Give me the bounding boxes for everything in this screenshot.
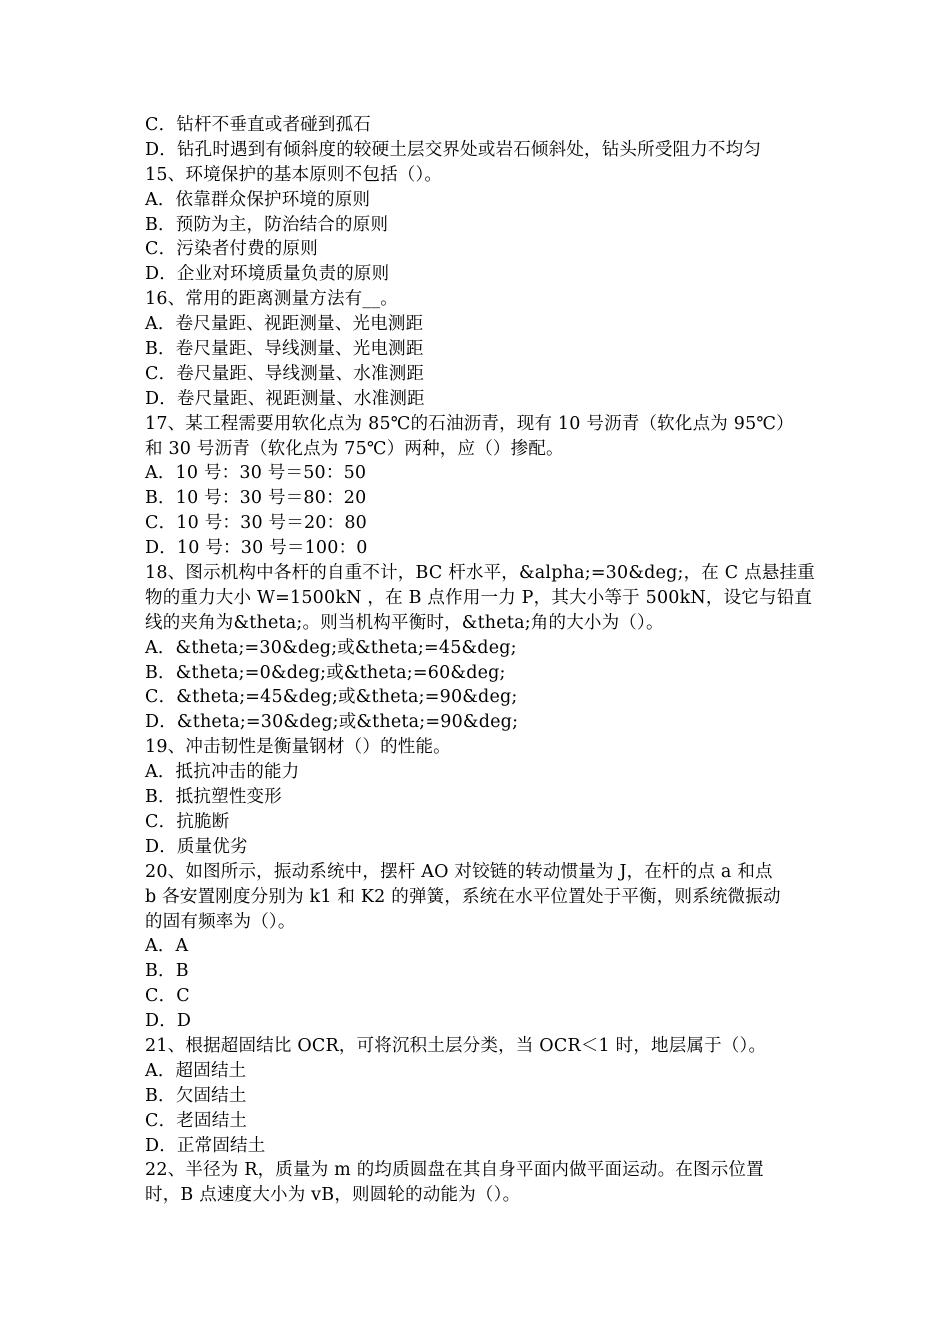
text-line: A．卷尺量距、视距测量、光电测距 (145, 314, 424, 335)
text-line: C．钻杆不垂直或者碰到孤石 (145, 115, 371, 135)
text-line: B．10 号：30 号＝80：20 (145, 488, 367, 509)
text-line: C．10 号：30 号＝20：80 (145, 513, 367, 534)
text-line: C．抗脆断 (145, 811, 230, 832)
text-line: b 各安置刚度分别为 k1 和 K2 的弹簧，系统在水平位置处于平衡，则系统微振动 (145, 886, 781, 907)
document-body (145, 113, 815, 1208)
text-line: C．&theta;=45&deg;或&theta;=90&deg; (145, 687, 518, 708)
text-line: C．老固结土 (145, 1110, 248, 1131)
text-line: B．B (145, 961, 189, 982)
text-line: 18、图示机构中各杆的自重不计，BC 杆水平，&alpha;=30&deg;，在 C 点悬挂重 (145, 563, 815, 584)
text-line: 20、如图所示，振动系统中，摆杆 AO 对铰链的转动惯量为 J，在杆的点 a 和点 (145, 861, 773, 882)
text-line: B．预防为主，防治结合的原则 (145, 214, 389, 235)
text-line: 线的夹角为&theta;。则当机构平衡时，&theta;角的大小为（）。 (145, 612, 664, 633)
text-line: 物的重力大小 W=1500kN ，在 B 点作用一力 P，其大小等于 500kN，设它与铅直 (145, 587, 813, 608)
text-line: 和 30 号沥青（软化点为 75℃）两种，应（）掺配。 (145, 438, 564, 459)
text-line: B．&theta;=0&deg;或&theta;=60&deg; (145, 662, 506, 683)
text-line: A．抵抗冲击的能力 (145, 762, 300, 783)
text-line: D．D (145, 1011, 192, 1032)
text-line: 16、常用的距离测量方法有__。 (145, 289, 398, 310)
text-line: D．&theta;=30&deg;或&theta;=90&deg; (145, 712, 519, 733)
text-line: A．依靠群众保护环境的原则 (145, 189, 371, 210)
text-line: A．超固结土 (145, 1060, 247, 1081)
text-line: 17、某工程需要用软化点为 85℃的石油沥青，现有 10 号沥青（软化点为 95℃） (145, 413, 794, 434)
text-line: D．钻孔时遇到有倾斜度的较硬土层交界处或岩石倾斜处，钻头所受阻力不均匀 (145, 139, 762, 160)
text-line: B．欠固结土 (145, 1085, 247, 1106)
text-line: B．抵抗塑性变形 (145, 787, 282, 808)
text-line: 19、冲击韧性是衡量钢材（）的性能。 (145, 737, 451, 758)
text-line: D．10 号：30 号＝100：0 (145, 538, 368, 559)
text-line: D．企业对环境质量负责的原则 (145, 264, 390, 285)
text-line: A．10 号：30 号＝50：50 (145, 463, 367, 484)
text-line: 15、环境保护的基本原则不包括（）。 (145, 164, 443, 185)
text-line: 的固有频率为（）。 (145, 911, 296, 932)
text-line: A．A (145, 936, 189, 957)
text-line: 21、根据超固结比 OCR，可将沉积土层分类，当 OCR＜1 时，地层属于（）。 (145, 1035, 767, 1056)
text-line: D．质量优劣 (145, 836, 248, 857)
text-line: 时，B 点速度大小为 vB，则圆轮的动能为（）。 (145, 1185, 521, 1206)
text-line: B．卷尺量距、导线测量、光电测距 (145, 339, 424, 360)
text-line: D．正常固结土 (145, 1135, 266, 1156)
text-line: C．污染者付费的原则 (145, 239, 318, 260)
text-line: D．卷尺量距、视距测量、水准测距 (145, 388, 425, 409)
text-line: C．C (145, 986, 190, 1007)
text-line: A．&theta;=30&deg;或&theta;=45&deg; (145, 637, 517, 658)
text-line: C．卷尺量距、导线测量、水准测距 (145, 363, 425, 384)
text-line: 22、半径为 R，质量为 m 的均质圆盘在其自身平面内做平面运动。在图示位置 (145, 1160, 764, 1181)
